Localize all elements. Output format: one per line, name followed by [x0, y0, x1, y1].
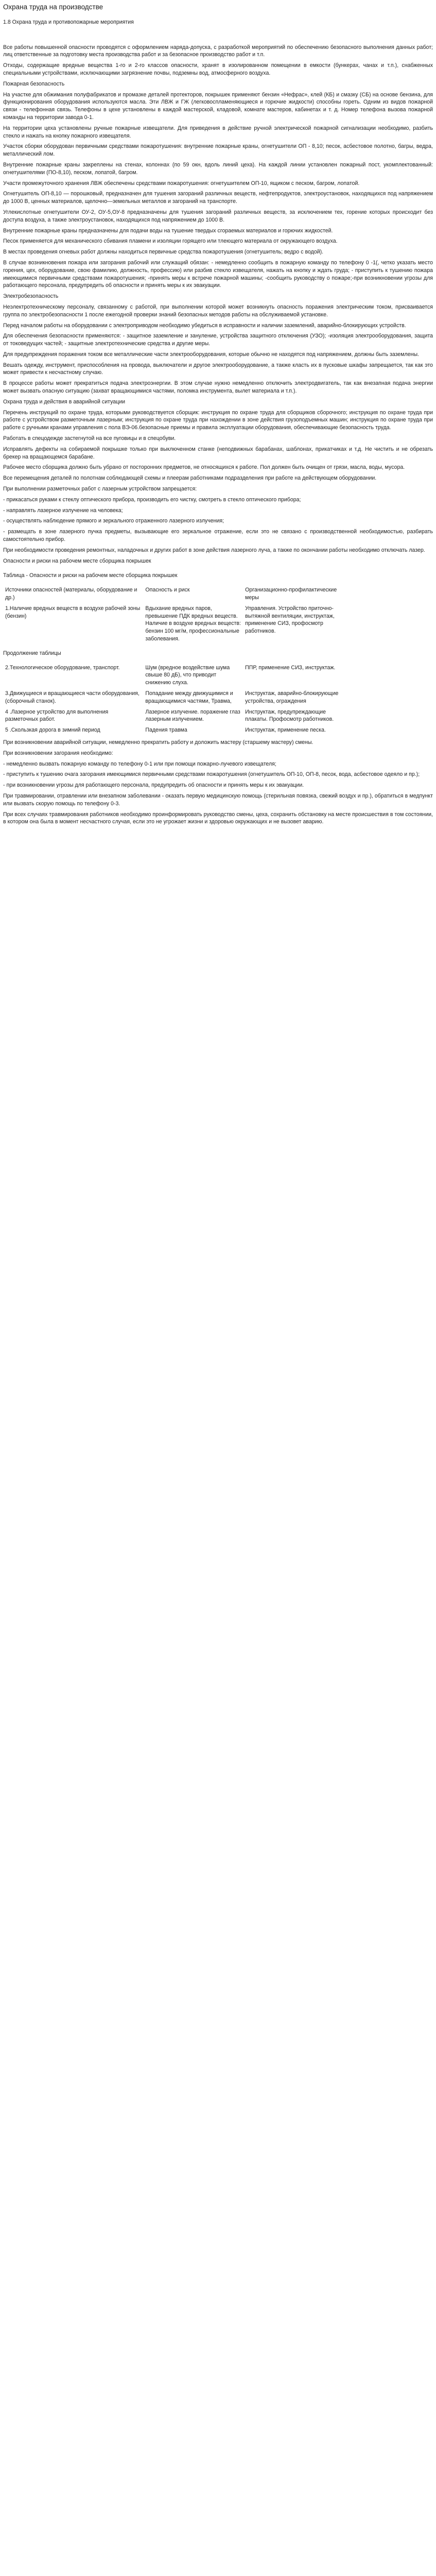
- table-cell: 4 .Лазерное устройство для выполнения разметочных работ.: [5, 708, 109, 723]
- paragraph: - приступить к тушению очага загорания имеющимися первичными средствами пожаротушения (огнетушитель ОП-10, ОП-8, песок, вода, асбестовое одеяло и пр.);: [3, 771, 420, 778]
- fire-safety-heading: Пожарная безопасность: [3, 80, 65, 87]
- paragraph: - немедленно вызвать пожарную команду по телефону 0-1 или при помощи пожарно-лучевого извещателя;: [3, 760, 276, 767]
- paragraph: При возникновении загорания необходимо:: [3, 750, 113, 756]
- paragraph: В процессе работы может прекратиться подача электроэнергии. В этом случае нужно немедленно отключить электродвигатель, так как внезапная подача энергии может вызвать опасную ситуацию (захват вращающимися частями, поломка инструмента, вылет материала и т.п.).: [3, 380, 433, 395]
- table-header-cell: Организационно-профилактические меры: [245, 587, 337, 601]
- table-caption: Таблица - Опасности и риски на рабочем месте сборщика покрышек: [3, 572, 178, 579]
- list-item: - размещать в зоне лазерного пучка предметы, вызывающие его зеркальное отражение, если это не связано с производственной необходимостью, разбирать самостоятельно прибор.: [3, 529, 433, 543]
- paragraph: При травмировании, отравлении или внезапном заболевании - оказать первую медицинскую помощь (стерильная повязка, свежий воздух и пр.), обратиться в медпункт или вызвать скорую помощь по телефону 0-3.: [3, 792, 433, 807]
- page-title: Охрана труда на производстве: [3, 3, 103, 11]
- electrical-safety-heading: Электробезопасность: [3, 293, 59, 300]
- table-row: [3, 707, 343, 725]
- paragraph: Углекислотные огнетушители ОУ-2, ОУ-5,ОУ-8 предназначены для тушения загораний различных веществ, за исключением тех, горение которых происходит без доступа воздуха, а также электроустановок, находящихся под напряжением до 1000 В.: [3, 209, 433, 223]
- list-item: - осуществлять наблюдение прямого и зеркального отраженного лазерного излучения;: [3, 518, 224, 524]
- table-header-cell: Источники опасностей (материалы, оборудование и др.): [5, 587, 137, 601]
- paragraph: В местах проведения огневых работ должны находиться первичные средства пожаротушения (огнетушитель; ведро с водой).: [3, 249, 324, 256]
- paragraph: - при возникновении угрозы для работающего персонала, предупредить об опасности и принять меры к их эвакуации.: [3, 782, 304, 789]
- accident-heading: Охрана труда и действия в аварийной ситуации: [3, 398, 126, 405]
- paragraph: Для предупреждения поражения током все металлические части электрооборудования, которые обычно не находятся под напряжением, должны быть заземлены.: [3, 351, 419, 358]
- list-item: - направлять лазерное излучение на человека;: [3, 507, 123, 514]
- paragraph: На участке для обжимания полуфабрикатов и промазке деталей протекторов, покрышек применяют бензин «Нефрас», клей (КБ) и смазку (СБ) на основе бензина, для функционирования оборудования используются масла. Эти ЛВЖ и ГЖ (легковоспламеняющиеся и горючие жидкости) способны гореть. Одним из видов пожарной связи - телефонная связь. Телефоны в цехе установлены в каждой мастерской, кладовой, комнате мастеров, кабинетах и т. д. Номер телефона вызова пожарной команды на территории завода 0-1.: [3, 91, 433, 121]
- paragraph: Работать в спецодежде застегнутой на все пуговицы и в спецобуви.: [3, 435, 176, 442]
- paragraph: Вешать одежду, инструмент, приспособления на провода, выключатели и другое электрооборудование, а также класть их в пусковые шкафы запрещается, так как это может привести к несчастному случаю.: [3, 362, 433, 376]
- paragraph: Песок применяется для механического сбивания пламени и изоляции горящего или тлеющего материала от окружающего воздуха.: [3, 238, 338, 245]
- paragraph: Неэлектротехническому персоналу, связанному с работой, при выполнении которой может возникнуть опасность поражения электрическим током, присваивается группа по электробезопасности 1 после ежегодной проверки знаний безопасных методов работы на обслуживаемой установке.: [3, 303, 433, 318]
- electrical-safety-block: [3, 303, 433, 395]
- paragraph: Все работы повышенной опасности проводятся с оформлением наряда-допуска, с разработкой мероприятий по обеспечению безопасного выполнения данных работ; лиц ответственные за подготовку места производства работ и за безопасное производство работ и т.п.: [3, 44, 433, 58]
- table-row: [3, 725, 343, 736]
- table-cell: Управления. Устройство приточно-вытяжной вентиляции, инструктаж, применение СИЗ, профосмотр работников.: [245, 605, 335, 635]
- table-cell: Инструктаж, применение песка.: [245, 727, 326, 734]
- paragraph: Внутренние пожарные краны закреплены на стенах, колоннах (по 59 окн, вдоль линий цеха). На каждой линии установлен пожарный пост, укомплектованный: огнетушителями (ПО-8,10), песком, лопатой, багром.: [3, 161, 433, 176]
- table-cell: Падения травма: [145, 727, 187, 734]
- paragraph: Огнетушитель ОП-8,10 — порошковый, предназначен для тушения загораний различных веществ, нефтепродуктов, электроустановок, находящихся под напряжением до 1000 В, ценных материалов, щелочно—земельных металлов и загораний на транспорте.: [3, 191, 433, 205]
- intro-block: [3, 44, 433, 77]
- hazards-table: [3, 585, 343, 645]
- table-cell: 2.Технологическое оборудование, транспорт.: [5, 664, 120, 671]
- hazard-heading: Опасности и риски на рабочем месте сборщика покрышек: [3, 557, 151, 564]
- paragraph: Перечень инструкций по охране труда, которыми руководствуется сборщик: инструкция по охране труда для сборщиков сборочного; инструкция по охране труда при работе с устройством разметочным лазерным; инструкция по охране труда при нахождении в зоне действия грузоподъемных машин; инструкция по охране труда при работе с ручными кранами управления с пола ВЭ-06.безопасные приемы и правила эксплуатации оборудования, обеспечивающие безопасность труда.: [3, 409, 433, 431]
- paragraph: Исправлять дефекты на собираемой покрышке только при выключенном станке (неподвижных барабанах, шаблонах, прикатчиках и т.д. Не чистить и не обрезать брекер на вращающемся барабане.: [3, 446, 433, 460]
- paragraph: При выполнении разметочных работ с лазерным устройством запрещается:: [3, 486, 197, 493]
- paragraph: При возникновении аварийной ситуации, немедленно прекратить работу и доложить мастеру (старшему мастеру) смены.: [3, 739, 313, 745]
- paragraph: Рабочее место сборщика должно быть убрано от посторонних предметов, не относящихся к работе. Пол должен быть очищен от грязи, масла, воды, мусора.: [3, 464, 405, 471]
- paragraph: Отходы, содержащие вредные вещества 1-го и 2-го классов опасности, хранят в изолированном помещении в емкости (бункерах, чанах и т.п.), снабженных специальными устройствами, исключающими загрязнение почвы, подземны вод, атмосферного воздуха.: [3, 62, 433, 76]
- paragraph: Перед началом работы на оборудовании с электроприводом необходимо убедиться в исправности и наличии заземлений, аварийно-блокирующих устройств.: [3, 322, 406, 329]
- table-cell: Инструктаж, предупреждающие плакаты. Профосмотр работников.: [245, 708, 334, 723]
- paragraph: Участок сборки оборудован первичными средствами пожаротушения: внутренние пожарные краны, огнетушители ОП - 8,10; песок, асбестовое полотно, багры, ведра, металлический лом.: [3, 143, 433, 158]
- paragraph: В случае возникновения пожара или загорания рабочий или служащий обязан: - немедленно сообщить в пожарную команду по телефону 0 -1(, четко указать место горения, цех, оборудование, свою фамилию, должность, профессию) или разбив стекло извещателя, нажать на кнопку и ждать груда; - приступить к тушению пожара имеющимися первичными средствами пожаротушения; -принять меры к встрече пожарной машины; -сообщить руководству о пожаре;-при возникновении угрозы для работающего персонала, предупредить об опасности и принять меры к их эвакуации.: [3, 259, 433, 289]
- accident-block: [3, 409, 433, 493]
- table-cell: Шум (вредное воздействие шума свыше 80 дБ), что приводит снижению слуха.: [145, 664, 230, 686]
- table-cell: Лазерное излучение. поражение глаз лазерным излучением.: [145, 708, 240, 723]
- paragraph: При всех случаях травмирования работников необходимо проинформировать руководство смены, цеха, сохранить обстановку на месте происшествия в том состоянии, в котором она была в момент несчастного случая, если это не угрожает жизни и здоровью окружающих и не вызовет аварию.: [3, 811, 433, 825]
- table-cell: Вдыхание вредных паров, превышение ПДК вредных веществ. Наличие в воздухе вредных веществ: бензин 100 мг/м, профессиональные заболевания.: [145, 605, 241, 642]
- emergency-block: [3, 739, 433, 826]
- table-continuation-label: Продолжение таблицы: [3, 650, 61, 656]
- paragraph: На территории цеха установлены ручные пожарные извещатели. Для приведения в действие ручной электрической пожарной сигнализации необходимо, разбить стекло и нажать на кнопку пожарного извещателя.: [3, 125, 433, 139]
- table-header-row: [3, 585, 343, 603]
- laser-prohibitions-list: [3, 496, 433, 554]
- table-cell: Инструктаж, аварийно-блокирующие устройства, ограждения: [245, 690, 339, 704]
- list-item: - прикасаться руками к стеклу оптического прибора, производить его чистку, смотреть в стекло оптического прибора;: [3, 496, 301, 503]
- hazards-table-continued: [3, 663, 343, 736]
- table-cell: 3.Движущиеся и вращающиеся части оборудования, (сборочный станок).: [5, 690, 139, 704]
- table-cell: Попадание между движущимися и вращающимися частями, Травма,: [145, 690, 233, 704]
- table-row: [3, 603, 343, 645]
- paragraph: Участи промежуточного хранения ЛВЖ обеспечены средствами пожаротушения: огнетушителем ОП-10, ящиком с песком, багром, лопатой.: [3, 180, 360, 187]
- list-item: При необходимости проведения ремонтных, наладочных и других работ в зоне действия лазерного луча, а также по окончании работы необходимо отключать лазер.: [3, 547, 425, 553]
- fire-safety-block: [3, 91, 433, 290]
- paragraph: Для обеспечения безопасности применяются: - защитное заземление и зануление, устройства защитного отключения (УЗО); -изоляция электрооборудования, защита от токоведущих частей; - защитные электротехнические средства и другие меры.: [3, 333, 433, 347]
- table-cell: 1.Наличие вредных веществ в воздухе рабочей зоны (бензин): [5, 605, 141, 619]
- section-heading: 1.8 Охрана труда и противопожарные мероприятия: [3, 19, 134, 25]
- paragraph: Внутренние пожарные краны предназначены для подачи воды на тушение твердых сгораемых материалов и горючих жидкостей.: [3, 227, 333, 234]
- table-header-cell: Опасность и риск: [145, 587, 190, 594]
- document-page: [0, 4, 436, 826]
- paragraph: Все перемещения деталей по полотнам соблюдающей схемы и плеерам работниками подразделения при работе на действующем оборудовании.: [3, 475, 377, 482]
- table-cell: ППР, применение СИЗ, инструктаж.: [245, 664, 336, 671]
- table-row: [3, 663, 343, 688]
- table-cell: 5 .Скользкая дорога в зимний период: [5, 727, 100, 734]
- table-row: [3, 688, 343, 707]
